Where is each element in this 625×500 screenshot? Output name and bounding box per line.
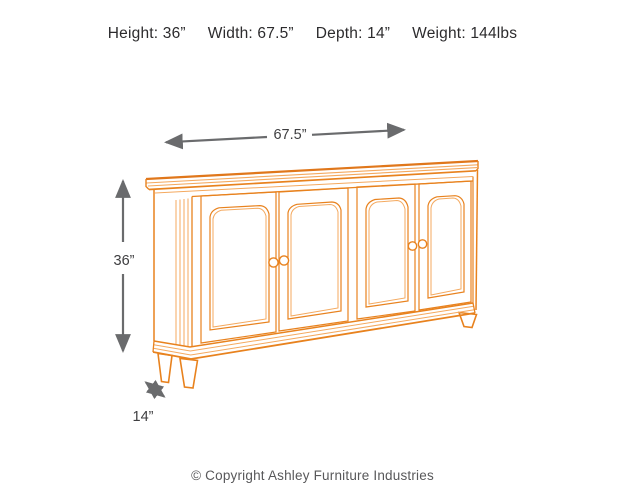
front-left-foot <box>180 359 198 389</box>
door-1-panel <box>210 206 269 330</box>
weight-spec: Weight: 144lbs <box>412 25 518 42</box>
cabinet-left-side <box>154 190 192 347</box>
knob-door-3 <box>408 242 416 250</box>
width-spec: Width: 67.5” <box>207 25 294 42</box>
depth-dimension <box>133 383 164 426</box>
door-2-panel <box>288 202 341 319</box>
door-1 <box>201 192 276 343</box>
depth-dimension-label: 14” <box>132 409 154 425</box>
height-spec: Height: 36” <box>107 25 186 42</box>
cabinet-illustration <box>146 161 478 388</box>
door-1-outline <box>201 192 276 343</box>
door-2 <box>279 188 348 331</box>
copyright-notice: © Copyright Ashley Furniture Industries <box>191 468 434 483</box>
depth-spec: Depth: 14” <box>315 25 391 42</box>
width-arrow-right-segment <box>312 130 404 135</box>
width-dimension <box>166 127 404 143</box>
door-3-panel <box>366 198 408 307</box>
knob-door-2 <box>279 256 288 265</box>
back-left-foot <box>158 354 172 383</box>
cabinet-doors <box>201 181 471 343</box>
cabinet-feet <box>158 313 477 389</box>
knob-door-4 <box>418 240 426 248</box>
height-dimension <box>114 181 135 351</box>
cabinet-right-side <box>473 170 478 310</box>
knob-door-1 <box>269 258 278 267</box>
width-dimension-label: 67.5” <box>273 127 307 143</box>
door-4-panel <box>428 196 464 298</box>
depth-arrow <box>146 383 164 397</box>
cabinet-top-molding <box>146 161 478 193</box>
height-dimension-label: 36” <box>113 253 135 269</box>
width-arrow-left-segment <box>166 137 267 142</box>
door-3 <box>357 184 415 319</box>
